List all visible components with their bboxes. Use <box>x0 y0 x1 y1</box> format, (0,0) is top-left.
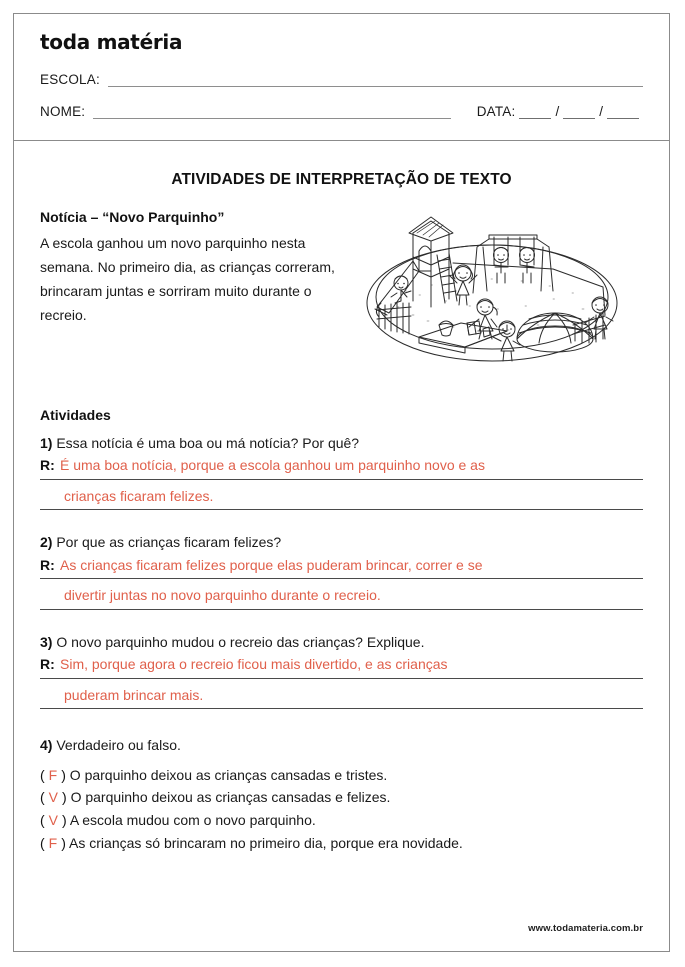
answer-2-line-1[interactable] <box>40 556 643 580</box>
reading-text-block <box>40 209 340 327</box>
paren-open: ( <box>40 812 45 829</box>
date-day-blank[interactable] <box>519 106 551 119</box>
question-1-number: 1) <box>40 435 53 451</box>
answer-3-text-1: Sim, porque agora o recreio ficou mais divertido, e as crianças <box>60 656 448 673</box>
worksheet-content <box>14 171 669 854</box>
footer-url[interactable]: www.todamateria.com.br <box>528 923 643 934</box>
true-false-value[interactable]: F <box>48 766 58 783</box>
paren-close: ) <box>61 766 66 783</box>
question-4-text <box>40 735 643 755</box>
answer-2-text-2: divertir juntas no novo parquinho durante o recreio. <box>64 587 381 604</box>
question-2-text <box>40 532 643 552</box>
date-field-group <box>477 105 643 120</box>
answer-1-line-2[interactable] <box>40 487 643 511</box>
true-false-statement: O parquinho deixou as crianças cansadas e tristes. <box>69 766 388 783</box>
question-3-text <box>40 632 643 652</box>
date-label: DATA: <box>476 103 516 119</box>
answer-label: R: <box>40 556 55 573</box>
true-false-item[interactable] <box>40 832 643 855</box>
school-field-row <box>40 68 643 87</box>
reading-body: A escola ganhou um novo parquinho nesta semana. No primeiro dia, as crianças correram, brincaram juntas e sorriram muito durante o recreio. <box>40 235 335 324</box>
answer-1[interactable] <box>40 456 643 510</box>
question-2-number: 2) <box>40 534 53 551</box>
true-false-list <box>40 764 643 855</box>
true-false-value[interactable]: V <box>48 812 59 829</box>
question-3 <box>40 632 643 709</box>
answer-1-text-1: É uma boa notícia, porque a escola ganhou um parquinho novo e as <box>60 457 485 474</box>
answer-1-line-1[interactable] <box>40 456 643 480</box>
answer-3-line-1[interactable] <box>40 655 643 679</box>
brand-logo: toda matéria <box>40 30 183 54</box>
question-3-number: 3) <box>40 633 53 650</box>
question-3-prompt: O novo parquinho mudou o recreio das crianças? Explique. <box>56 633 425 650</box>
paren-open: ( <box>40 789 45 806</box>
question-4 <box>40 735 643 854</box>
true-false-item[interactable] <box>40 809 643 832</box>
answer-label: R: <box>40 457 55 474</box>
school-input-line[interactable] <box>108 74 643 87</box>
reading-heading: Notícia – “Novo Parquinho” <box>40 209 225 225</box>
worksheet-page <box>13 13 670 952</box>
date-separator-2: / <box>599 103 603 119</box>
true-false-value[interactable]: V <box>48 789 59 806</box>
activities-heading: Atividades <box>40 407 111 423</box>
name-input-line[interactable] <box>93 106 450 119</box>
date-month-blank[interactable] <box>563 106 595 119</box>
answer-2-line-2[interactable] <box>40 586 643 610</box>
page-title: ATIVIDADES DE INTERPRETAÇÃO DE TEXTO <box>171 171 512 188</box>
paren-open: ( <box>40 766 45 783</box>
header-divider <box>14 140 669 141</box>
question-1-prompt: Essa notícia é uma boa ou má notícia? Por quê? <box>56 435 360 451</box>
true-false-value[interactable]: F <box>48 834 58 851</box>
true-false-statement: A escola mudou com o novo parquinho. <box>69 812 316 829</box>
answer-3-text-2: puderam brincar mais. <box>64 686 204 703</box>
paren-close: ) <box>62 789 67 806</box>
true-false-statement: O parquinho deixou as crianças cansadas e felizes. <box>70 789 391 806</box>
answer-3-line-2[interactable] <box>40 686 643 710</box>
answer-label: R: <box>40 656 55 673</box>
answer-1-text-2: crianças ficaram felizes. <box>64 487 214 504</box>
question-1 <box>40 433 643 510</box>
question-4-prompt: Verdadeiro ou falso. <box>56 737 181 754</box>
true-false-item[interactable] <box>40 764 643 787</box>
reading-section <box>40 209 643 371</box>
paren-close: ) <box>61 834 66 851</box>
answer-2-text-1: As crianças ficaram felizes porque elas puderam brincar, correr e se <box>60 556 483 573</box>
paren-close: ) <box>62 812 67 829</box>
question-2-prompt: Por que as crianças ficaram felizes? <box>56 534 282 551</box>
name-date-field-row <box>40 100 643 119</box>
playground-illustration <box>340 209 643 371</box>
date-year-blank[interactable] <box>607 106 639 119</box>
school-label: ESCOLA: <box>40 71 100 87</box>
true-false-statement: As crianças só brincaram no primeiro dia, porque era novidade. <box>69 834 463 851</box>
answer-2[interactable] <box>40 556 643 610</box>
true-false-item[interactable] <box>40 786 643 809</box>
question-2 <box>40 532 643 609</box>
worksheet-header <box>14 14 669 141</box>
date-separator-1: / <box>555 103 560 119</box>
question-1-text <box>40 433 643 453</box>
answer-3[interactable] <box>40 655 643 709</box>
question-4-number: 4) <box>40 737 53 754</box>
paren-open: ( <box>40 834 45 851</box>
name-label: NOME: <box>40 103 86 119</box>
